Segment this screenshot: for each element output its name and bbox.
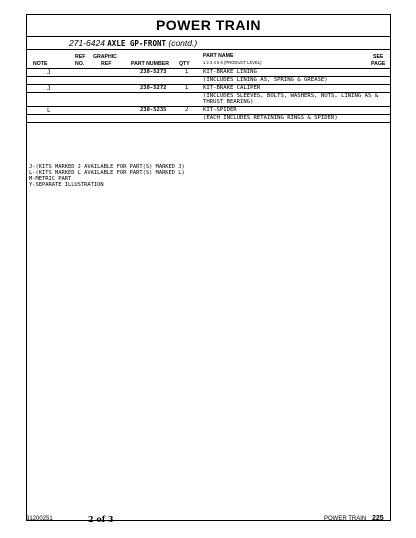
note-m: M-METRIC PART bbox=[29, 176, 72, 182]
header-graphic-2: REF bbox=[101, 61, 112, 67]
row-part-number: 238-5272 bbox=[140, 85, 167, 91]
page-title: POWER TRAIN bbox=[27, 15, 390, 37]
table-row bbox=[27, 93, 390, 107]
row-qty: 1 bbox=[185, 85, 189, 91]
header-product-level: 1 2 3 4 5 6 (PRODUCT LEVEL) bbox=[203, 60, 262, 65]
row-part-number: 238-5235 bbox=[140, 107, 167, 113]
row-description: (EACH INCLUDES RETAINING RINGS & SPIDER) bbox=[203, 115, 338, 121]
row-description: KIT-SPIDER bbox=[203, 107, 237, 113]
row-part-number: 238-5273 bbox=[140, 69, 167, 75]
note-j: J-(KITS MARKED J AVAILABLE FOR PART(S) MARKED J) bbox=[29, 164, 185, 170]
footer-page-number: 225 bbox=[372, 515, 384, 522]
table-row bbox=[27, 69, 390, 77]
table-row bbox=[27, 115, 390, 123]
footer-doc-number: 31200251 bbox=[26, 516, 53, 522]
header-ref-no-2: NO. bbox=[75, 61, 85, 67]
group-subtitle bbox=[27, 37, 390, 50]
note-y: Y-SEPARATE ILLUSTRATION bbox=[29, 182, 104, 188]
footer-section: POWER TRAIN bbox=[324, 516, 367, 522]
row-qty: 2 bbox=[185, 107, 189, 113]
row-description: (INCLUDES SLEEVES, BOLTS, WASHERS, NUTS, LINING AS & THRUST BEARING) bbox=[203, 93, 379, 106]
row-note: J bbox=[47, 69, 51, 76]
header-ref-no-1: REF bbox=[75, 54, 86, 60]
row-note: J bbox=[47, 85, 51, 92]
note-l: L-(KITS MARKED L AVAILABLE FOR PART(S) MARKED L) bbox=[29, 170, 185, 176]
page-frame bbox=[26, 14, 391, 521]
row-qty: 1 bbox=[185, 69, 189, 75]
header-note: NOTE bbox=[33, 61, 48, 67]
table-row bbox=[27, 107, 390, 115]
row-description: (INCLUDES LINING AS, SPRING & GREASE) bbox=[203, 77, 328, 83]
header-part-name: PART NAME bbox=[203, 53, 234, 59]
header-see-1: SEE bbox=[373, 54, 384, 60]
group-name: AXLE GP-FRONT bbox=[107, 39, 166, 48]
row-note: L bbox=[47, 107, 51, 114]
page-footer bbox=[0, 513, 416, 527]
contd-label: (contd.) bbox=[168, 38, 198, 48]
table-row bbox=[27, 77, 390, 85]
notes-legend bbox=[29, 164, 185, 188]
group-number: 271-6424 bbox=[69, 38, 105, 48]
column-header bbox=[27, 51, 390, 69]
table-row bbox=[27, 85, 390, 93]
header-qty: QTY bbox=[179, 61, 190, 67]
header-see-2: PAGE bbox=[371, 61, 386, 67]
parts-table bbox=[27, 69, 390, 123]
header-graphic-1: GRAPHIC bbox=[93, 54, 117, 60]
footer-page-of: 2 of 3 bbox=[88, 514, 114, 524]
header-part-number: PART NUMBER bbox=[131, 61, 169, 67]
row-description: KIT-BRAKE CALIPER bbox=[203, 85, 261, 91]
row-description: KIT-BRAKE LINING bbox=[203, 69, 257, 75]
